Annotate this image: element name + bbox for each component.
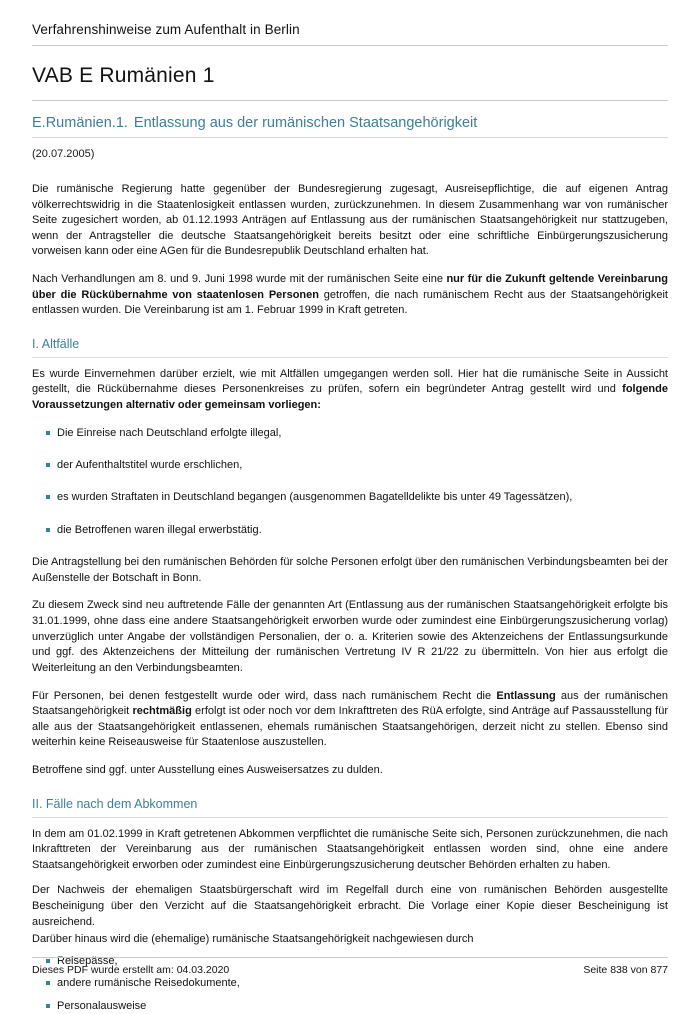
section-divider	[32, 137, 668, 138]
section2-paragraph-1: In dem am 01.02.1999 in Kraft getretenen Abkommen verpflichtet die rumänische Seite sich, Personen zurückzunehmen, die nach Inkrafttreten der Vereinbarung aus der rumänischen Staatsangehörigkeit entlassen worden sind, ohne eine andere Staatsangehörigkeit erworben oder zumindest eine Einbürgerungszusicherung deutscher Behörden erhalten zu haben.	[32, 827, 668, 871]
list-item: Personalausweise	[46, 999, 668, 1014]
list-item: es wurden Straftaten in Deutschland begangen (ausgenommen Bagatelldelikte bis unter 49 Tagessätzen),	[46, 490, 668, 505]
list-item: Reisepässe,	[46, 954, 668, 969]
subsection-heading-2: II. Fälle nach dem Abkommen	[32, 796, 198, 811]
section-heading	[32, 115, 668, 131]
section1-p4-bold1: Entlassung	[496, 689, 556, 702]
footer-page-number: Seite 838 von 877	[583, 964, 668, 976]
section1-paragraph-4	[32, 689, 668, 751]
subsection-heading-1: I. Altfälle	[32, 336, 80, 351]
section1-paragraph-2: Die Antragstellung bei den rumänischen Behörden für solche Personen erfolgt über den rumänischen Verbindungsbeamten bei der Außenstelle der Botschaft in Bonn.	[32, 556, 668, 584]
section-heading-text: Entlassung aus der rumänischen Staatsangehörigkeit	[133, 115, 478, 131]
document-date: (20.07.2005)	[32, 148, 95, 160]
section1-paragraph-5: Betroffene sind ggf. unter Ausstellung eines Ausweisersatzes zu dulden.	[32, 763, 383, 776]
intro-p2-part1: Nach Verhandlungen am 8. und 9. Juni 1998 wurde mit der rumänischen Seite eine	[32, 273, 447, 286]
header-divider	[32, 45, 668, 46]
list-item: andere rumänische Reisedokumente,	[46, 976, 668, 991]
section2-paragraph-2: Der Nachweis der ehemaligen Staatsbürgerschaft wird im Regelfall durch eine von rumänischen Behörden ausgestellte Bescheinigung über den Verzicht auf die Staatsangehörigkeit erbracht. Die Vorlage einer Kopie dieser Bescheinigung ist ausreichend.	[32, 884, 668, 928]
title-divider	[32, 100, 668, 101]
subsection-2-divider	[32, 817, 668, 818]
footer-created-text: Dieses PDF wurde erstellt am: 04.03.2020	[32, 964, 230, 976]
section1-p1-bold: folgende Voraussetzungen alternativ oder gemeinsam vorliegen:	[32, 383, 668, 412]
section1-paragraph-1	[32, 367, 668, 414]
page-title: VAB E Rumänien 1	[32, 64, 215, 87]
section1-p4-part2: aus der rumänischen Staatsangehörigkeit	[32, 689, 669, 718]
document-header: Verfahrenshinweise zum Aufenthalt in Berlin	[32, 22, 300, 37]
subsection-1-divider	[32, 357, 668, 358]
section2-paragraph-3: Darüber hinaus wird die (ehemalige) rumänische Staatsangehörigkeit nachgewiesen durch	[32, 933, 474, 946]
section-number: E.Rumänien.1.	[32, 115, 128, 131]
intro-p2-part2: getroffen, die nach rumänischem Recht aus der Staatsangehörigkeit entlassen wurden. Die Vereinbarung ist am 1. Februar 1999 in Kraft getreten.	[32, 288, 668, 317]
page-footer	[32, 957, 668, 976]
intro-p2-bold: nur für die Zukunft geltende Vereinbarung über die Rückübernahme von staatenlosen Personen	[32, 273, 668, 301]
section1-p1-part1: Es wurde Einvernehmen darüber erzielt, wie mit Altfällen umgegangen werden soll. Hier hat die rumänische Seite in Aussicht gestellt, die Rückübernahme dieses Personenkreises zu prüfen, sofern ein begründeter Antrag gestellt wird und	[32, 367, 668, 396]
list-item: die Betroffenen waren illegal erwerbstätig.	[46, 523, 668, 538]
section1-paragraph-3: Zu diesem Zweck sind neu auftretende Fälle der genannten Art (Entlassung aus der rumänischen Staatsangehörigkeit erfolgte bis 31.01.1999, ohne dass eine andere Staatsangehörigkeit erworben wurde oder zumindest eine Einbürgerungszusicherung vorlag) unverzüglich unter Angabe der vollständigen Personalien, der o. a. Kriterien sowie des Aktenzeichens der Entlassungsurkunde und ggf. des Aktenzeichens der Mitteilung der rumänischen Vertretung IV R 21/22 zu übermitteln. Von hier aus erfolgt die Weiterleitung an den Verbindungsbeamten.	[32, 599, 668, 674]
section1-p4-part3: erfolgt ist oder noch vor dem Inkrafttreten des RüA erfolgte, sind Anträge auf Passausstellung für alle aus der Staatsangehörigkeit entlassenen, ehemals rumänischen Staatsangehörigen, derzeit nicht zu stellen. Ebenso sind weiterhin keine Reiseausweise für Staatenlose auszustellen.	[32, 705, 669, 749]
intro-paragraph-2	[32, 272, 668, 319]
list-item: Die Einreise nach Deutschland erfolgte illegal,	[46, 426, 668, 441]
footer-divider	[32, 957, 668, 958]
list-item: der Aufenthaltstitel wurde erschlichen,	[46, 458, 668, 473]
section1-p4-bold2: rechtmäßig	[132, 705, 192, 718]
section1-p4-part1: Für Personen, bei denen festgestellt wurde oder wird, dass nach rumänischem Recht die	[32, 689, 497, 702]
intro-paragraph-1: Die rumänische Regierung hatte gegenüber der Bundesregierung zugesagt, Ausreisepflichtige, die auf eigenen Antrag völkerrechtswidrig in die Staatenlosigkeit entlassen wurden, zurückzunehmen. In diesem Zusammenhang war von rumänischer Seite zugesichert worden, ab 01.12.1993 Anträgen auf Entlassung aus der rumänischen Staatsangehörigkeit nur stattzugeben, wenn der Antragsteller die deutsche Staatsangehörigkeit bereits besitzt oder eine schriftliche Einbürgerungszusicherung vorweisen kann oder eine AGen für die Bundesrepublik Deutschland erhalten hat.	[32, 183, 668, 258]
section1-bullet-list	[32, 426, 668, 539]
